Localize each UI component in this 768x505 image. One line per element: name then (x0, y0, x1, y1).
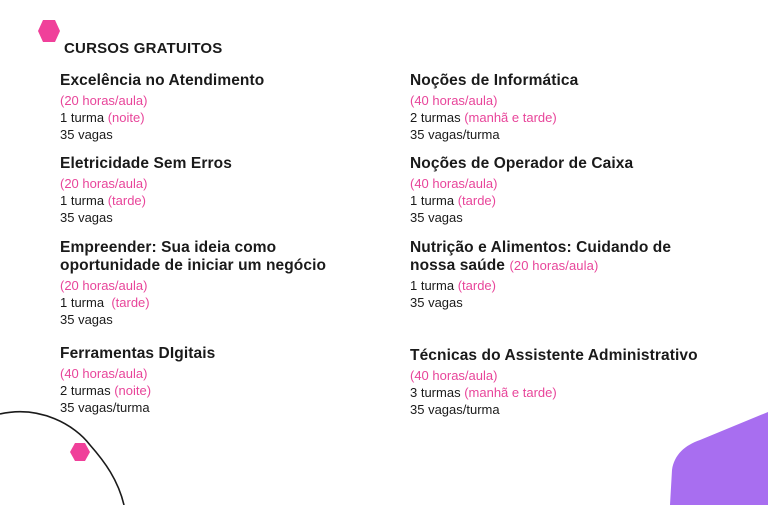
turmas-period: (tarde) (107, 193, 146, 208)
course-vagas: 35 vagas (60, 312, 113, 327)
course-hours: (40 horas/aula) (410, 368, 498, 383)
course-vagas: 35 vagas (410, 210, 463, 225)
hexagon-top-icon (38, 20, 60, 42)
course-vagas: 35 vagas (60, 210, 113, 225)
turmas-count: 1 turma (60, 193, 105, 208)
course-vagas: 35 vagas/turma (410, 402, 500, 417)
turmas-period: (tarde) (111, 295, 150, 310)
turmas-period: (noite) (107, 110, 145, 125)
course-turmas (410, 192, 740, 209)
purple-blob-decoration (670, 412, 768, 505)
turmas-count: 3 turmas (410, 385, 461, 400)
course-title-continued: oportunidade de iniciar um negócio (60, 257, 327, 274)
turmas-period: (noite) (114, 383, 152, 398)
course-turmas (60, 294, 390, 311)
course-hours: (20 horas/aula) (509, 258, 599, 273)
turmas-period: (manhã e tarde) (464, 385, 557, 400)
course-title: Eletricidade Sem Erros (60, 155, 232, 172)
course-title: Noções de Informática (410, 72, 579, 89)
course-turmas (410, 384, 760, 401)
course-turmas (60, 109, 390, 126)
turmas-count: 1 turma (410, 278, 455, 293)
course-card (410, 72, 740, 143)
turmas-period: (tarde) (457, 278, 496, 293)
course-vagas: 35 vagas (410, 295, 463, 310)
course-title: Técnicas do Assistente Administrativo (410, 347, 698, 364)
turmas-count: 2 turmas (60, 383, 111, 398)
course-hours: (40 horas/aula) (60, 366, 148, 381)
course-hours: (40 horas/aula) (410, 176, 498, 191)
course-hours: (20 horas/aula) (60, 93, 148, 108)
turmas-count: 2 turmas (410, 110, 461, 125)
course-vagas: 35 vagas (60, 127, 113, 142)
course-card (410, 239, 740, 311)
course-turmas (410, 277, 740, 294)
turmas-count: 1 turma (60, 110, 105, 125)
course-vagas: 35 vagas/turma (410, 127, 500, 142)
course-turmas (410, 109, 740, 126)
course-title-continued (410, 257, 740, 275)
turmas-period: (manhã e tarde) (464, 110, 557, 125)
course-card (60, 239, 390, 328)
course-title: Nutrição e Alimentos: Cuidando de (410, 239, 672, 256)
course-title: Ferramentas DIgitais (60, 345, 216, 362)
course-vagas: 35 vagas/turma (60, 400, 150, 415)
course-title: Excelência no Atendimento (60, 72, 265, 89)
course-card (60, 345, 390, 416)
turmas-count: 1 turma (410, 193, 455, 208)
course-turmas (60, 382, 390, 399)
hexagon-bottom-icon (70, 443, 90, 461)
course-title: Noções de Operador de Caixa (410, 155, 634, 172)
course-card (60, 155, 390, 226)
curve-line-decoration (0, 412, 124, 505)
course-hours: (20 horas/aula) (60, 278, 148, 293)
turmas-count: 1 turma (60, 295, 105, 310)
course-hours: (20 horas/aula) (60, 176, 148, 191)
section-title: CURSOS GRATUITOS (64, 40, 223, 57)
course-card (410, 347, 760, 418)
course-card (410, 155, 740, 226)
course-title: Empreender: Sua ideia como (60, 239, 277, 256)
course-card (60, 72, 390, 143)
turmas-period: (tarde) (457, 193, 496, 208)
course-turmas (60, 192, 390, 209)
course-title-tail: nossa saúde (410, 257, 506, 274)
course-hours: (40 horas/aula) (410, 93, 498, 108)
